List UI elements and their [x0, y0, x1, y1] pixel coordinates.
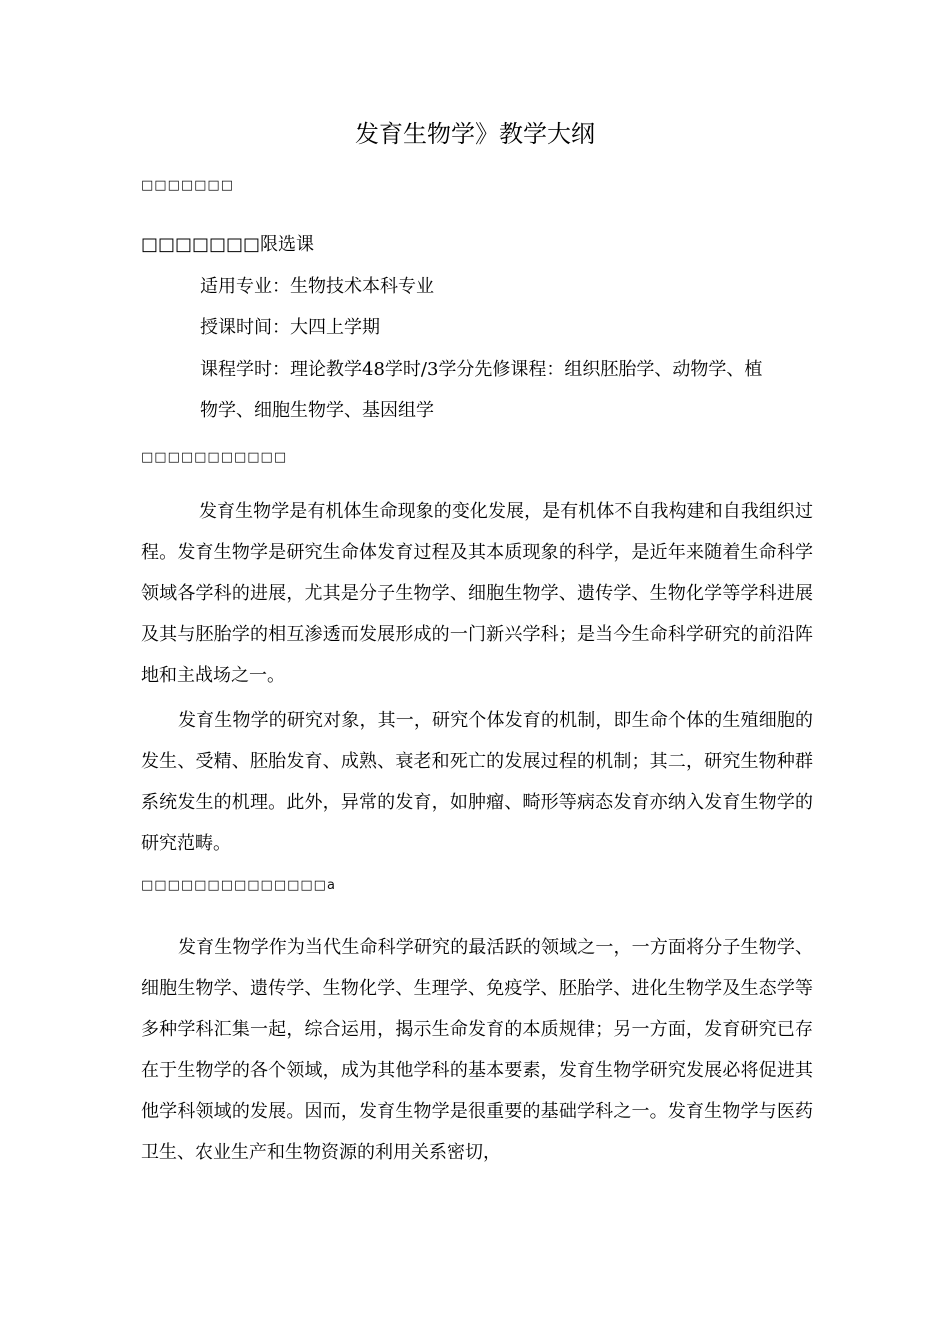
course-type-line: □□□□□□□限选课	[141, 234, 315, 255]
section-heading-2: □□□□□□□□□□□	[141, 450, 288, 465]
course-hours-line-1: 课程学时：理论教学48学时/3学分先修课程：组织胚胎学、动物学、植	[200, 359, 763, 380]
course-hours-line-2: 物学、细胞生物学、基因组学	[200, 400, 434, 421]
section-heading-3: □□□□□□□□□□□□□□a	[141, 878, 336, 893]
paragraph-1: 发育生物学是有机体生命现象的变化发展，是有机体不自我构建和自我组织过程。发育生物学是研究生命体发育过程及其本质现象的科学，是近年来随着生命科学领域各学科的进展，尤其是分子生物学、细胞生物学、遗传学、生物化学等学科进展及其与胚胎学的相互渗透而发展形成的一门新兴学科；是当今生命科学研究的前沿阵地和主战场之一。	[141, 501, 813, 686]
paragraph-2: 发育生物学的研究对象，其一，研究个体发育的机制，即生命个体的生殖细胞的发生、受精、胚胎发育、成熟、衰老和死亡的发展过程的机制；其二，研究生物种群系统发生的机理。此外，异常的发育，如肿瘤、畸形等病态发育亦纳入发育生物学的研究范畴。	[141, 710, 813, 854]
paragraph-3: 发育生物学作为当代生命科学研究的最活跃的领域之一，一方面将分子生物学、细胞生物学、遗传学、生物化学、生理学、免疫学、胚胎学、进化生物学及生态学等多种学科汇集一起，综合运用，揭示生命发育的本质规律；另一方面，发育研究已存在于生物学的各个领域，成为其他学科的基本要素，发育生物学研究发展必将促进其他学科领域的发展。因而，发育生物学是很重要的基础学科之一。发育生物学与医药卫生、农业生产和生物资源的利用关系密切，	[141, 937, 813, 1163]
document-title: 发育生物学》教学大纲	[355, 120, 595, 148]
teaching-time: 授课时间：大四上学期	[200, 317, 380, 338]
applicable-major: 适用专业：生物技术本科专业	[200, 276, 434, 297]
section-heading-1: □□□□□□□	[141, 178, 234, 193]
